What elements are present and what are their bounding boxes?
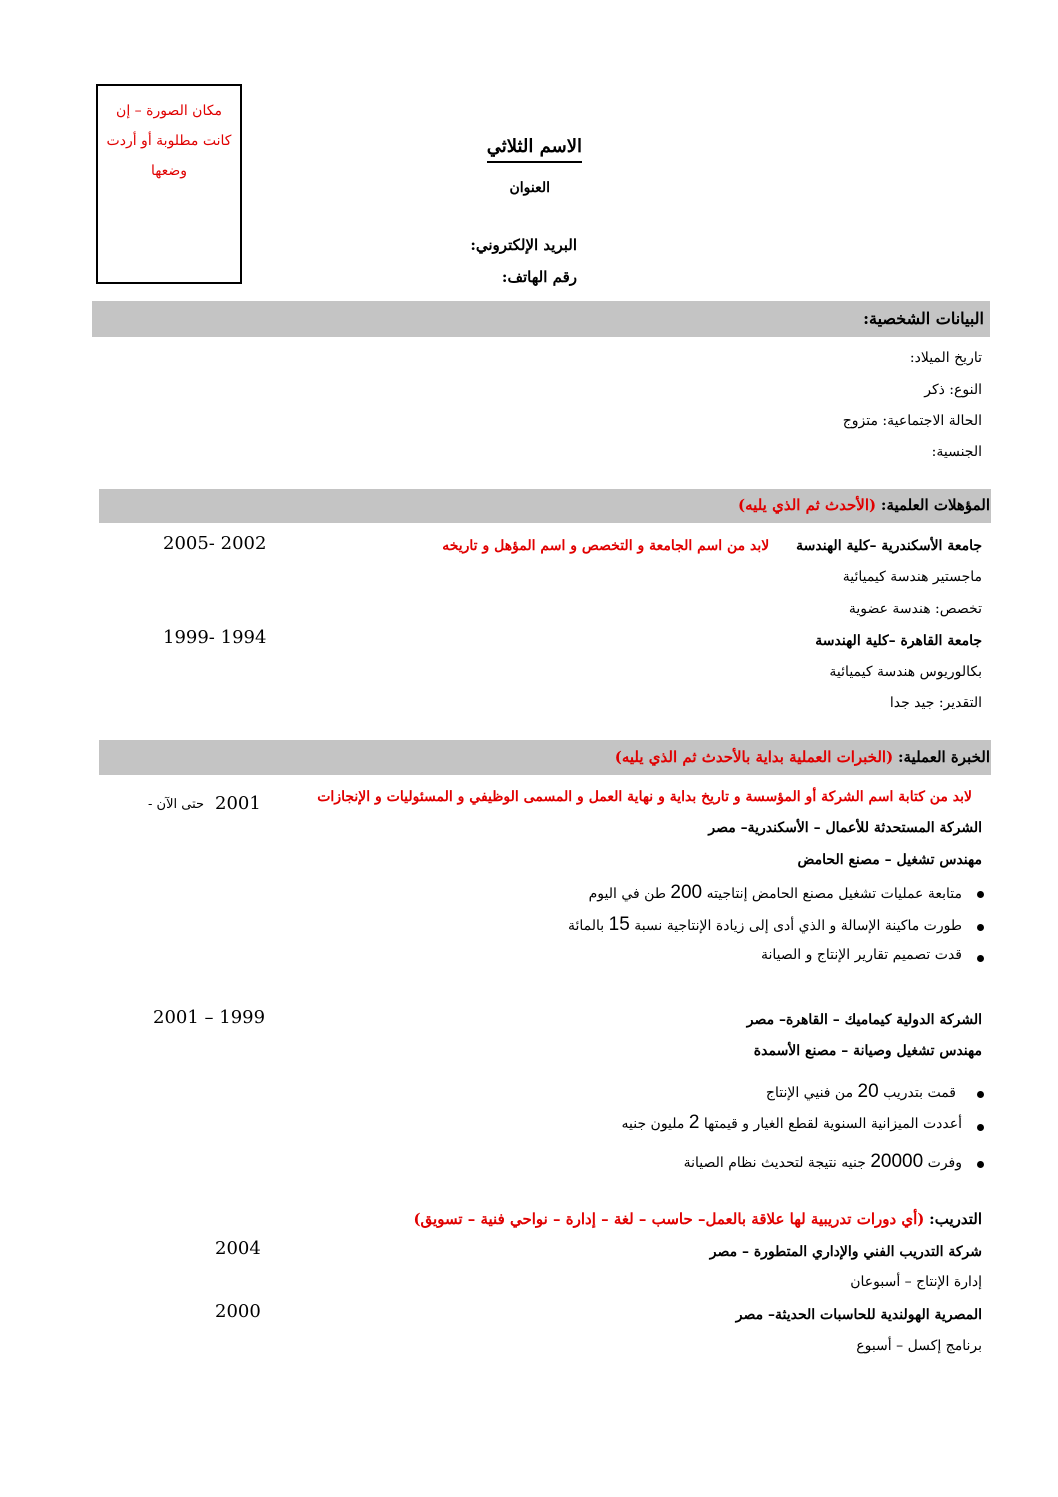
experience-section-title: الخبرة العملية: bbox=[897, 748, 990, 766]
job-achievement bbox=[589, 882, 962, 904]
training-org: المصرية الهولندية للحاسبات الحديثة– مصر bbox=[735, 1307, 982, 1323]
training-year: 2000 bbox=[215, 1301, 261, 1322]
achievement-text-after: بالمائة bbox=[567, 918, 609, 934]
education-degree: بكالوريوس هندسة كيميائية bbox=[829, 664, 982, 680]
education-degree: ماجستير هندسة كيميائية bbox=[842, 569, 982, 585]
education-entry-1-heading bbox=[442, 538, 982, 554]
job-achievement bbox=[568, 914, 962, 936]
achievement-text-after: طن في اليوم bbox=[588, 886, 671, 902]
achievement-text-before: طورت ماكينة الإسالة و الذي أدى إلى زيادة الإنتاجية نسبة bbox=[629, 918, 962, 934]
job-1-years bbox=[148, 793, 204, 812]
marital-status-field: الحالة الاجتماعية: متزوج bbox=[842, 413, 982, 429]
achievement-text-before: قمت بتدريب bbox=[878, 1085, 956, 1101]
experience-section-heading bbox=[615, 748, 990, 766]
address-label: العنوان bbox=[509, 180, 550, 196]
education-section-title: المؤهلات العلمية: bbox=[880, 496, 990, 514]
education-note: لابد من اسم الجامعة و التخصص و اسم المؤهل و تاريخه bbox=[442, 538, 770, 554]
training-section-title: التدريب: bbox=[929, 1210, 982, 1228]
training-year: 2004 bbox=[215, 1238, 261, 1259]
photo-placeholder bbox=[96, 84, 242, 284]
education-section-hint: (الأحدث ثم الذي يليه) bbox=[738, 496, 877, 514]
bullet-icon bbox=[977, 924, 984, 931]
education-grade: التقدير: جيد جدا bbox=[889, 695, 982, 711]
experience-note: لابد من كتابة اسم الشركة أو المؤسسة و تاريخ بداية و نهاية العمل و المسمى الوظيفي و المسئوليات و الإنجازات bbox=[317, 789, 972, 805]
job-years-rest: - حتى الآن bbox=[148, 797, 205, 812]
achievement-number: 15 bbox=[608, 914, 630, 935]
job-achievement bbox=[684, 1151, 962, 1173]
job-achievement bbox=[766, 1081, 956, 1103]
achievement-text-after: جنيه نتيجة لتحديث نظام الصيانة bbox=[683, 1155, 871, 1171]
achievement-text-before: وفرت bbox=[923, 1155, 962, 1171]
job-years-number: 2001 bbox=[215, 793, 261, 814]
full-name: الاسم الثلاثي bbox=[487, 136, 582, 163]
achievement-text-after: من فنيي الإنتاج bbox=[765, 1085, 858, 1101]
job-company: الشركة الدولية كيماميك – القاهرة– مصر bbox=[746, 1012, 982, 1028]
education-specialty: تخصص: هندسة عضوية bbox=[848, 601, 982, 617]
bullet-icon bbox=[977, 955, 984, 962]
bullet-icon bbox=[977, 1091, 984, 1098]
achievement-number: 200 bbox=[670, 882, 703, 903]
education-section-heading bbox=[738, 496, 990, 514]
gender-field: النوع: ذكر bbox=[924, 382, 982, 398]
dob-field: تاريخ الميلاد: bbox=[909, 350, 982, 366]
personal-section-band bbox=[92, 301, 990, 337]
training-org: شركة التدريب الفني والإداري المتطورة – مصر bbox=[709, 1244, 982, 1260]
training-course: برنامج إكسل – أسبوع bbox=[856, 1338, 982, 1354]
photo-placeholder-text: مكان الصورة – إن كانت مطلوبة أو أردت وضعها bbox=[106, 103, 232, 179]
email-label: البريد الإلكتروني: bbox=[470, 236, 577, 254]
education-school: جامعة الأسكندرية –كلية الهندسة bbox=[796, 538, 982, 554]
job-achievement bbox=[621, 1112, 962, 1134]
nationality-field: الجنسية: bbox=[931, 444, 982, 460]
job-role: مهندس تشغيل وصيانة – مصنع الأسمدة bbox=[753, 1043, 982, 1059]
achievement-text-after: مليون جنيه bbox=[621, 1116, 689, 1132]
bullet-icon bbox=[977, 891, 984, 898]
bullet-icon bbox=[977, 1124, 984, 1131]
job-years: 2001 – 1999 bbox=[153, 1007, 266, 1028]
experience-section-hint: (الخبرات العملية بداية بالأحدث ثم الذي يليه) bbox=[614, 748, 894, 766]
training-section-hint: (أي دورات تدريبية لها علاقة بالعمل– حاسب – لغة – إدارة – نواحي فنية – تسويق) bbox=[413, 1210, 925, 1228]
job-company: الشركة المستحدثة للأعمال – الأسكندرية– مصر bbox=[708, 820, 982, 836]
education-school: جامعة القاهرة –كلية الهندسة bbox=[815, 633, 982, 649]
job-achievement: قدت تصميم تقارير الإنتاج و الصيانة bbox=[760, 947, 962, 963]
personal-section-title: البيانات الشخصية: bbox=[863, 309, 984, 328]
achievement-number: 20 bbox=[857, 1081, 879, 1102]
achievement-text-before: متابعة عمليات تشغيل مصنع الحامض إنتاجيته bbox=[702, 886, 962, 902]
achievement-number: 20000 bbox=[870, 1151, 924, 1172]
training-course: إدارة الإنتاج – أسبوعان bbox=[850, 1274, 982, 1290]
phone-label: رقم الهاتف: bbox=[501, 268, 577, 286]
achievement-number: 2 bbox=[688, 1112, 700, 1133]
bullet-icon bbox=[977, 1161, 984, 1168]
job-role: مهندس تشغيل – مصنع الحامض bbox=[797, 852, 982, 868]
training-section-heading bbox=[413, 1210, 982, 1228]
achievement-text-before: أعددت الميزانية السنوية لقطع الغيار و قيمتها bbox=[699, 1116, 962, 1132]
education-years: 2005- 2002 bbox=[163, 533, 267, 554]
education-years: 1999- 1994 bbox=[163, 627, 267, 648]
